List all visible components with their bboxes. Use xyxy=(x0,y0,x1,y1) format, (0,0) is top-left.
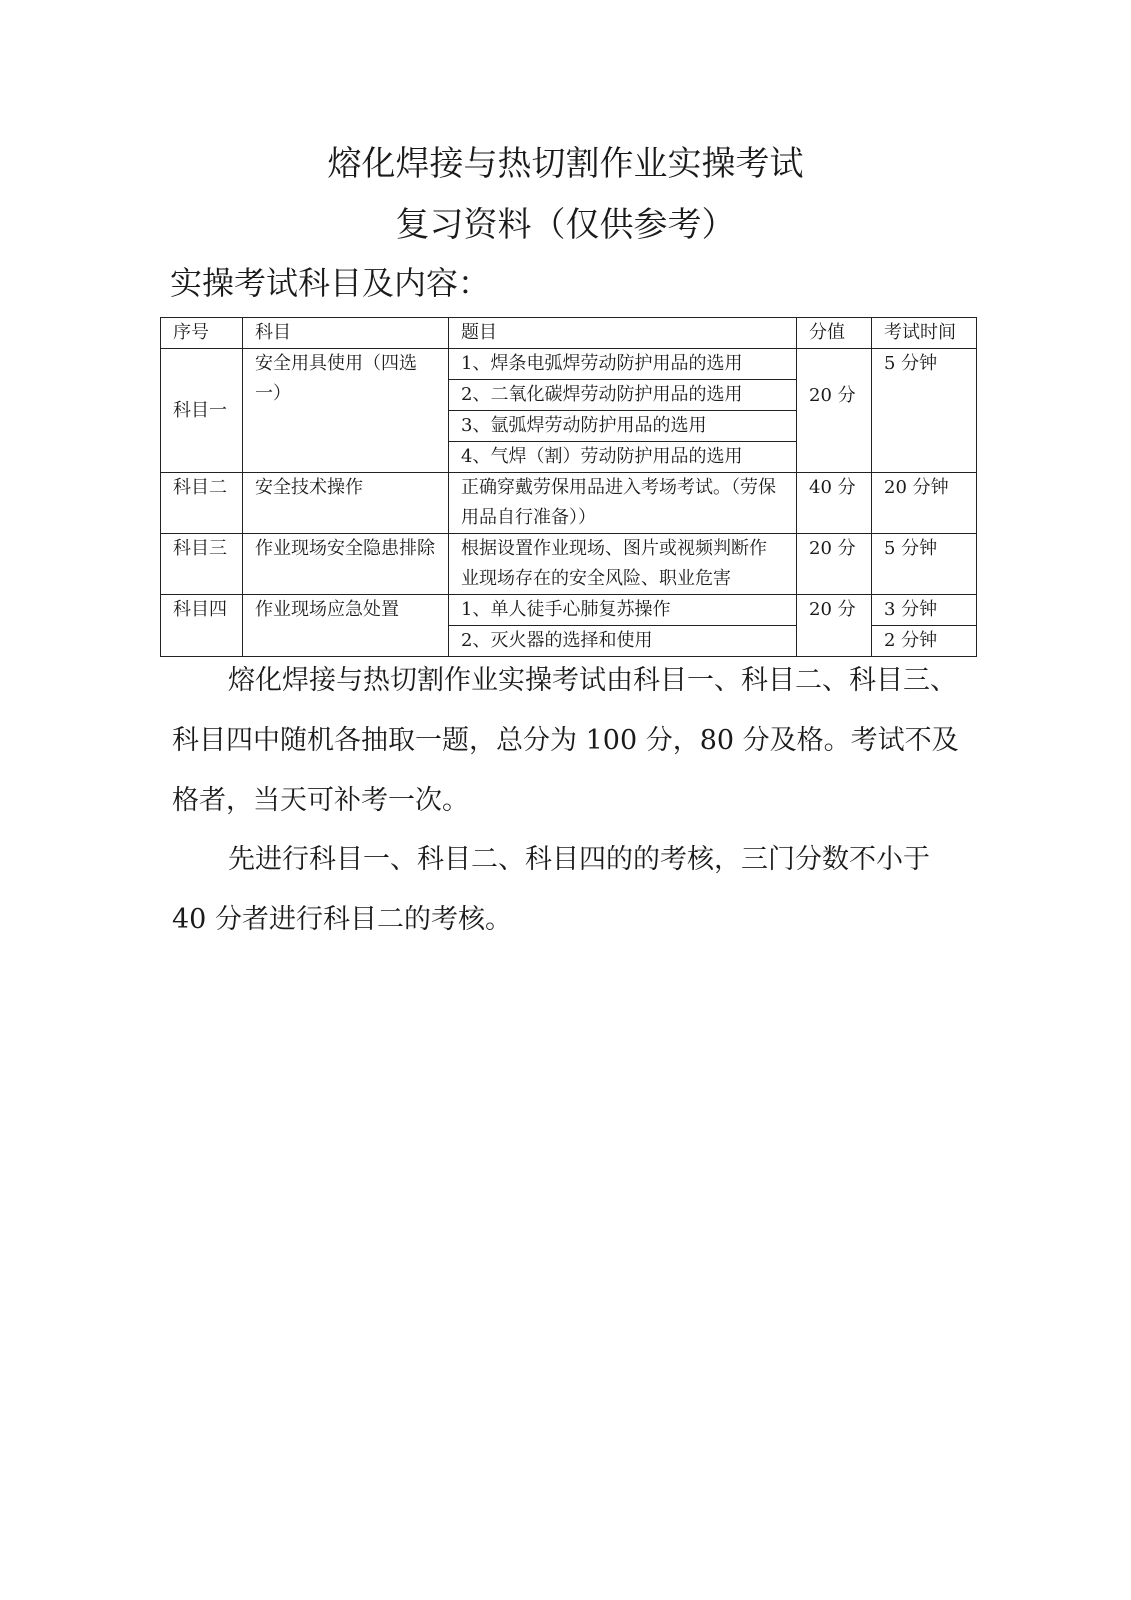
subject1-item-1: 1、焊条电弧焊劳动防护用品的选用 xyxy=(449,349,797,380)
subject2-time: 20 分钟 xyxy=(872,473,977,534)
subject2-name: 安全技术操作 xyxy=(243,473,449,534)
subject4-item-2: 2、灭火器的选择和使用 xyxy=(449,626,797,657)
document-title-line1: 熔化焊接与热切割作业实操考试 xyxy=(327,144,804,184)
subject4-time-1: 3 分钟 xyxy=(872,595,977,626)
subject3-id: 科目三 xyxy=(161,534,243,595)
subject1-item-2: 2、二氧化碳焊劳动防护用品的选用 xyxy=(449,380,797,411)
section-heading: 实操考试科目及内容： xyxy=(170,264,491,302)
subject3-item: 根据设置作业现场、图片或视频判断作业现场存在的安全风险、职业危害 xyxy=(449,534,797,595)
body-paragraph-1: 熔化焊接与热切割作业实操考试由科目一、科目二、科目三、科目四中随机各抽取一题，总分为 100 分，80 分及格。考试不及格者，当天可补考一次。 xyxy=(172,665,959,816)
subject2-id: 科目二 xyxy=(161,473,243,534)
subject2-score: 40 分 xyxy=(797,473,872,534)
table-row xyxy=(161,473,977,534)
header-seq: 序号 xyxy=(161,318,243,349)
header-score: 分值 xyxy=(797,318,872,349)
body-paragraph-2: 先进行科目一、科目二、科目四的的考核，三门分数不小于 40 分者进行科目二的考核。 xyxy=(172,844,930,935)
header-question: 题目 xyxy=(449,318,797,349)
subject4-name: 作业现场应急处置 xyxy=(243,595,449,657)
subject4-id: 科目四 xyxy=(161,595,243,657)
subject1-name: 安全用具使用（四选一） xyxy=(243,349,449,473)
table-row xyxy=(161,595,977,626)
table-row xyxy=(161,534,977,595)
subject2-item: 正确穿戴劳保用品进入考场考试。（劳保用品自行准备）） xyxy=(449,473,797,534)
subject4-time-2: 2 分钟 xyxy=(872,626,977,657)
subject3-time: 5 分钟 xyxy=(872,534,977,595)
subject3-score: 20 分 xyxy=(797,534,872,595)
table-header-row xyxy=(161,318,977,349)
exam-subjects-table xyxy=(160,317,977,657)
table-row xyxy=(161,349,977,380)
document-title-line2: 复习资料（仅供参考） xyxy=(395,205,736,245)
subject1-score: 20 分 xyxy=(797,349,872,473)
subject1-item-3: 3、氩弧焊劳动防护用品的选用 xyxy=(449,411,797,442)
subject1-id: 科目一 xyxy=(161,349,243,473)
subject4-score: 20 分 xyxy=(797,595,872,657)
subject4-item-1: 1、单人徒手心肺复苏操作 xyxy=(449,595,797,626)
header-time: 考试时间 xyxy=(872,318,977,349)
subject3-name: 作业现场安全隐患排除 xyxy=(243,534,449,595)
header-subject: 科目 xyxy=(243,318,449,349)
subject1-item-4: 4、气焊（割）劳动防护用品的选用 xyxy=(449,442,797,473)
subject1-time: 5 分钟 xyxy=(872,349,977,473)
